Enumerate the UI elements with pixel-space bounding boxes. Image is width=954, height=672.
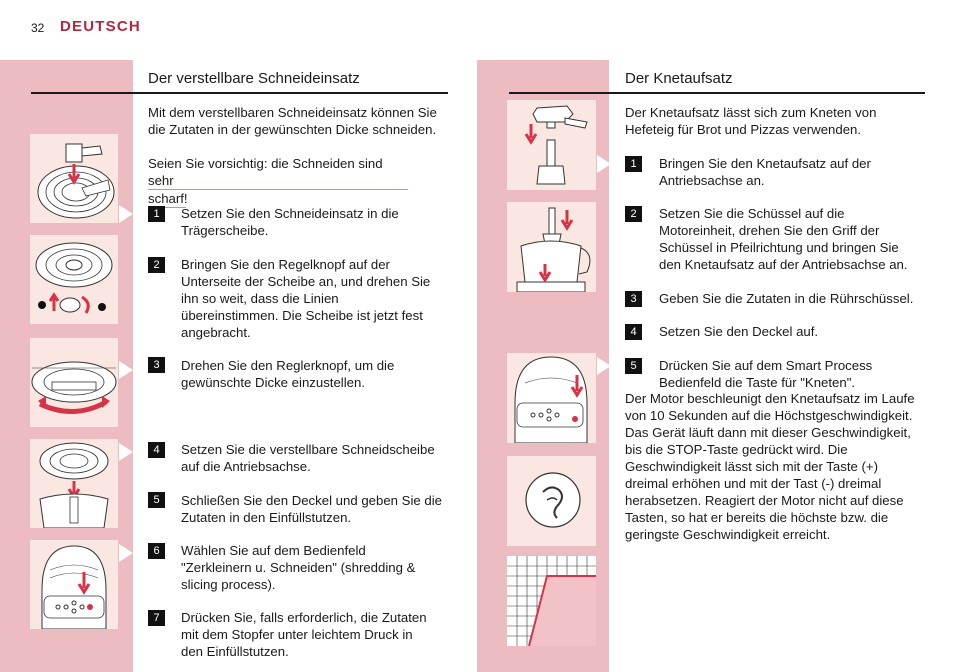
- step-text: Geben Sie die Zutaten in die Rührschüssel.: [659, 291, 914, 306]
- illustration-disc-insert: [30, 134, 118, 223]
- step-number: 3: [148, 357, 165, 373]
- step-text: Drücken Sie, falls erforderlich, die Zutaten mit dem Stopfer unter leichtem Druck in den Einfüllstutzen.: [181, 610, 427, 659]
- right-title-rule: [509, 92, 925, 94]
- language-heading: DEUTSCH: [60, 18, 141, 35]
- illustration-kneading-panel: [507, 353, 596, 443]
- illustration-pointer: [597, 155, 611, 173]
- step-number: 2: [625, 206, 642, 222]
- illustration-control-panel: [30, 540, 118, 629]
- right-description: Der Motor beschleunigt den Knetaufsatz im Laufe von 10 Sekunden auf die Höchstgeschwindigkeit. Das Gerät läuft dann mit dieser Geschwindigkeit, bis die STOP-Taste gedrückt wird. Die Geschwindigkeit lässt sich mit der Taste (+) dreimal erhöhen und mit der Tast (-) dreimal herabsetzen. Reagiert der Motor nicht auf diese Tasten, so hat er bereits die höchste bzw. die geringste Geschwindigkeit erreicht.: [625, 391, 915, 542]
- step-text: Wählen Sie auf dem Bedienfeld "Zerkleinern u. Schneiden" (shredding & slicing process).: [181, 543, 416, 592]
- step-number: 4: [148, 442, 165, 458]
- illustration-knead-button: [507, 456, 596, 546]
- illustration-thickness-adjust: [30, 338, 118, 427]
- step-number: 3: [625, 291, 642, 307]
- right-section-title: Der Knetaufsatz: [625, 70, 733, 87]
- illustration-speed-graph: [507, 556, 596, 646]
- illustration-place-disc: [30, 439, 118, 528]
- step-text: Schließen Sie den Deckel und geben Sie die Zutaten in den Einfüllstutzen.: [181, 493, 442, 525]
- illustration-pointer: [119, 544, 133, 562]
- illustration-pointer: [119, 205, 133, 223]
- step-text: Drehen Sie den Reglerknopf, um die gewünschte Dicke einzustellen.: [181, 358, 395, 390]
- step-text: Drücken Sie auf dem Smart Process Bedienfeld die Taste für "Kneten".: [659, 358, 873, 390]
- step-text: Setzen Sie den Schneideinsatz in die Trägerscheibe.: [181, 206, 399, 238]
- step-text: Bringen Sie den Regelknopf auf der Unterseite der Scheibe an, und drehen Sie ihn so weit, dass die Linien übereinstimmen. Die Scheibe ist jetzt fest angebracht.: [181, 257, 431, 340]
- illustration-pointer: [119, 443, 133, 461]
- step-text: Setzen Sie die Schüssel auf die Motoreinheit, drehen Sie den Griff der Schüssel in Pfeilrichtung und bringen Sie den Knetaufsatz auf der Antriebsachse an.: [659, 206, 908, 272]
- illustration-pointer: [597, 357, 611, 375]
- step-number: 2: [148, 257, 165, 273]
- left-section-title: Der verstellbare Schneideinsatz: [148, 70, 360, 87]
- step-number: 1: [148, 206, 165, 222]
- right-intro: Der Knetaufsatz lässt sich zum Kneten von Hefeteig für Brot und Pizzas verwenden.: [625, 105, 877, 137]
- illustration-pointer: [119, 361, 133, 379]
- illustration-knob-attach: [30, 235, 118, 324]
- step-text: Bringen Sie den Knetaufsatz auf der Antriebsachse an.: [659, 156, 871, 188]
- left-intro: Mit dem verstellbaren Schneideinsatz können Sie die Zutaten in der gewünschten Dicke schneiden.: [148, 105, 437, 137]
- step-number: 5: [625, 358, 642, 374]
- illustration-bowl-attach: [507, 202, 596, 292]
- step-number: 1: [625, 156, 642, 172]
- left-warning: Seien Sie vorsichtig: die Schneiden sind sehr scharf!: [148, 155, 408, 208]
- illustration-kneading-tool: [507, 100, 596, 190]
- left-title-rule: [31, 92, 448, 94]
- step-text: Setzen Sie die verstellbare Schneidscheibe auf die Antriebsachse.: [181, 442, 435, 474]
- step-number: 6: [148, 543, 165, 559]
- step-number: 5: [148, 492, 165, 508]
- step-number: 4: [625, 324, 642, 340]
- step-number: 7: [148, 610, 165, 626]
- step-text: Setzen Sie den Deckel auf.: [659, 324, 819, 339]
- page-number: 32: [31, 21, 45, 35]
